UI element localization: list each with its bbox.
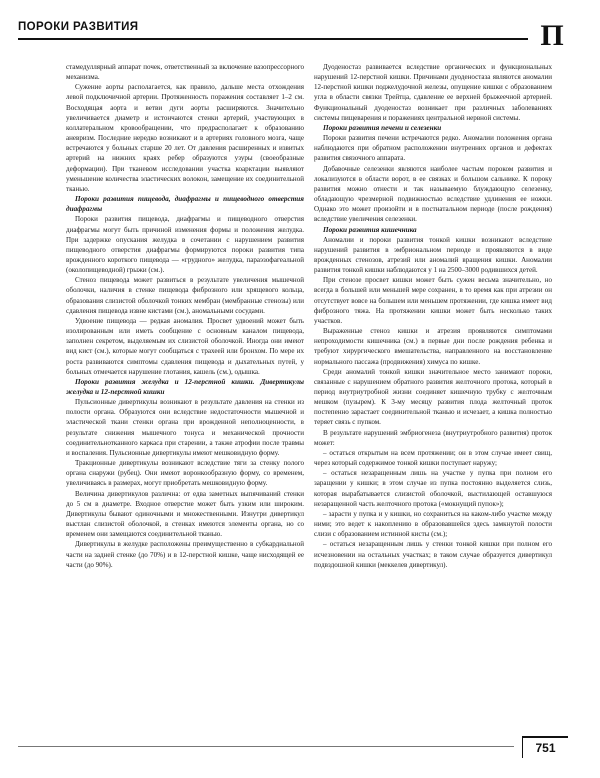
paragraph: Пороки развития печени встречаются редко. Аномалии положения органа наблюдаются при обратном расположении внутренних органов и дефектах развития связочного аппарата. bbox=[314, 134, 552, 163]
paragraph: Величина дивертикулов различна: от едва заметных выпячиваний стенки до 5 см в диаметре. Входное отверстие может быть узким или широким. Дивертикулы бывают одиночными и множественными. Изнутри дивертикул выстлан слизистой оболочкой, в стенках имеются элементы органа, но со временем они замещаются соединительной тканью. bbox=[66, 489, 304, 539]
paragraph: – остаться открытым на всем протяжении; он в этом случае имеет свищ, через который содержимое тонкой кишки поступает наружу; bbox=[314, 448, 552, 468]
paragraph: Пульсионные дивертикулы возникают в результате давления на стенки из полости органа. Образуются они вследствие недостаточности мышечной и эластической ткани стенки органа при врожденной неполноценности, в результате снижения мышечного тонуса и механической прочности соединительнотканного каркаса при старении, а также атрофии после травмы и воспаления. Пульсионные дивертикулы имеют мешковидную форму. bbox=[66, 398, 304, 457]
section-heading: Пороки развития кишечника bbox=[323, 225, 417, 234]
paragraph: Стеноз пищевода может развиться в результате увеличения мышечной оболочки, наличия в стенке пищевода фиброзного или хрящевого кольца, образования слизистой оболочкой тонких мембран (мембранные стенозы) или сдавления пищевода извне кистами (см.), аномальными сосудами. bbox=[66, 276, 304, 315]
footer-rule bbox=[18, 746, 514, 747]
paragraph: стамедуллярный аппарат почек, ответственный за включение вазопрессорного механизма. bbox=[66, 63, 304, 82]
section-heading: Пороки развития пищевода, диафрагмы и пищеводного отверстия диафрагмы bbox=[66, 195, 304, 214]
section-heading: Пороки развития печени и селезенки bbox=[323, 123, 442, 132]
running-header bbox=[18, 18, 528, 40]
paragraph: – остаться незаращенным лишь на участке у пупка при полном его заращении у кишки; в этом случае из пупка постоянно выделяется слизь, которая вырабатывается слизистой оболочкой, выстилающей оставшуюся незаращенной часть желточного протока («мокнущий пупок»); bbox=[314, 469, 552, 508]
section-heading: Пороки развития желудка и 12-перстной кишки. Дивертикулы желудка и 12-перстной кишки bbox=[66, 377, 304, 396]
page-footer bbox=[18, 732, 582, 762]
paragraph: При стенозе просвет кишки может быть сужен весьма значительно, но всегда в большей или меньшей мере сохранен, в то время как при атрезии он отсутствует вовсе на большем или меньшем протяжении, где кишка имеет вид фиброзного тяжа. На протяжении кишки может быть несколько таких участков. bbox=[314, 276, 552, 325]
paragraph: Дивертикулы в желудке расположены преимущественно в субкардиальной части на задней стенке (до 70%) и в 12-перстной кишке, чаще нисходящей ее части (до 90%). bbox=[66, 540, 304, 569]
paragraph: Тракционные дивертикулы возникают вследствие тяги за стенку полого органа снаружи (рубец). Они имеют воронкообразную форму, со временем, увеличиваясь в размерах, могут приобретать мешковидную форму. bbox=[66, 459, 304, 488]
section-letter-mark: П bbox=[540, 19, 564, 52]
paragraph: – зарасти у пупка и у кишки, но сохраниться на каком-либо участке между ними; это ведет к накоплению в образовавшейся здесь замкнутой полости слизи с образованием истинной кисты (см.); bbox=[314, 509, 552, 539]
paragraph: Выраженные стеноз кишки и атрезия проявляются симптомами непроходимости кишечника (см.) в первые дни после рождения ребенка и требуют хирургического вмешательства, направленного на восстановление нормального пассажа (продвижения) химуса по кишке. bbox=[314, 327, 552, 366]
paragraph: Дуоденостаз развивается вследствие органических и функциональных нарушений 12-перстной кишки. Причинами дуоденостаза являются аномалии 12-перстной кишки поджелудочной железы, опущение кишки с образованием угла в области связки Трейтца, сдавление ее верхней брыжеечной артерией. Функциональный дуоденостаз возникает при различных заболеваниях системы пищеварения и поражениях центральной нервной системы. bbox=[314, 63, 552, 122]
paragraph: Пороки развития пищевода, диафрагмы и пищеводного отверстия диафрагмы могут быть причиной изменения формы и положения желудка. При задержке опускания желудка в сочетании с нарушением развития пищеводного отверстия диафрагмы формируются пороки развития типа врожденного короткого пищевода — «грудного» желудка, параэзофагеальной (околопищеводной) грыжи (см.). bbox=[66, 215, 304, 275]
page-number: 751 bbox=[522, 736, 568, 758]
paragraph: – остаться незаращенным лишь у стенки тонкой кишки при полном его исчезновении на остальных участках; в таком случае образуется дивертикул подвздошной кишки (меккелев дивертикул). bbox=[314, 540, 552, 569]
paragraph: Добавочные селезенки являются наиболее частым пороком развития и локализуются в области ворот, в ее связках и большом сальнике. К пороку развития можно отнести и так называемую блуждающую селезенку, обладающую чрезмерной подвижностью вследствие удлинения ее ножки. Однако это может произойти и в постнатальном периоде (после рождения) вследствие увеличения селезенки. bbox=[314, 164, 552, 224]
paragraph: В результате нарушений эмбриогенеза (внутриутробного развития) проток может: bbox=[314, 428, 552, 447]
left-text-column bbox=[66, 62, 304, 724]
paragraph: Среди аномалий тонкой кишки значительное место занимают пороки, связанные с нарушением обратного развития желточного протока, который в период внутриутробной жизни соединяет кишечную трубку с желточным мешком (пузырем). К 3-му месяцу развития плода желточный проток постепенно зарастает соединительной тканью и исчезает, а кишка полностью теряет связь с пупком. bbox=[314, 367, 552, 427]
paragraph: Аномалии и пороки развития тонкой кишки возникают вследствие нарушений развития в эмбриональном периоде и проявляются в виде врожденных стенозов, атрезий или аномалий вращения кишки. Аномалии развития тонкой кишки наблюдаются у 1 на 2500–3000 родившихся детей. bbox=[314, 235, 552, 275]
header-title: ПОРОКИ РАЗВИТИЯ bbox=[18, 21, 139, 33]
paragraph: Удвоение пищевода — редкая аномалия. Просвет удвоений может быть изолированным или иметь сообщение с основным каналом пищевода, заполнен секретом, выделяемым их слизистой оболочкой. Иногда они имеют вид кист (см.), которые могут сообщаться с трахеей или бронхом. По мере их роста развиваются симптомы сдавления пищевода и дыхательных путей, у больных отмечается нарушение глотания, кашель (см.), одышка. bbox=[66, 316, 304, 376]
paragraph: Сужение аорты располагается, как правило, дальше места отхождения левой подключичной артерии. Протяженность поражения составляет 1–2 см. Восходящая аорта и ветви дуги аорты расширяются. Значительно увеличивается диаметр и истончаются стенки артерий, участвующих в коллатеральном кровообращении, что предрасполагает к образованию аневризм. Последние нередко возникают и в артериях головного мозга, чаще встречаются у больных старше 20 лет. От давления расширенных и извитых артерий на нижних краях ребер образуются узуры (своеобразные деформации). При тканевом исследовании участка коарктации выявляют уменьшение количества эластических волокон, замещение их соединительной тканью. bbox=[66, 83, 304, 193]
right-text-column bbox=[314, 62, 552, 724]
